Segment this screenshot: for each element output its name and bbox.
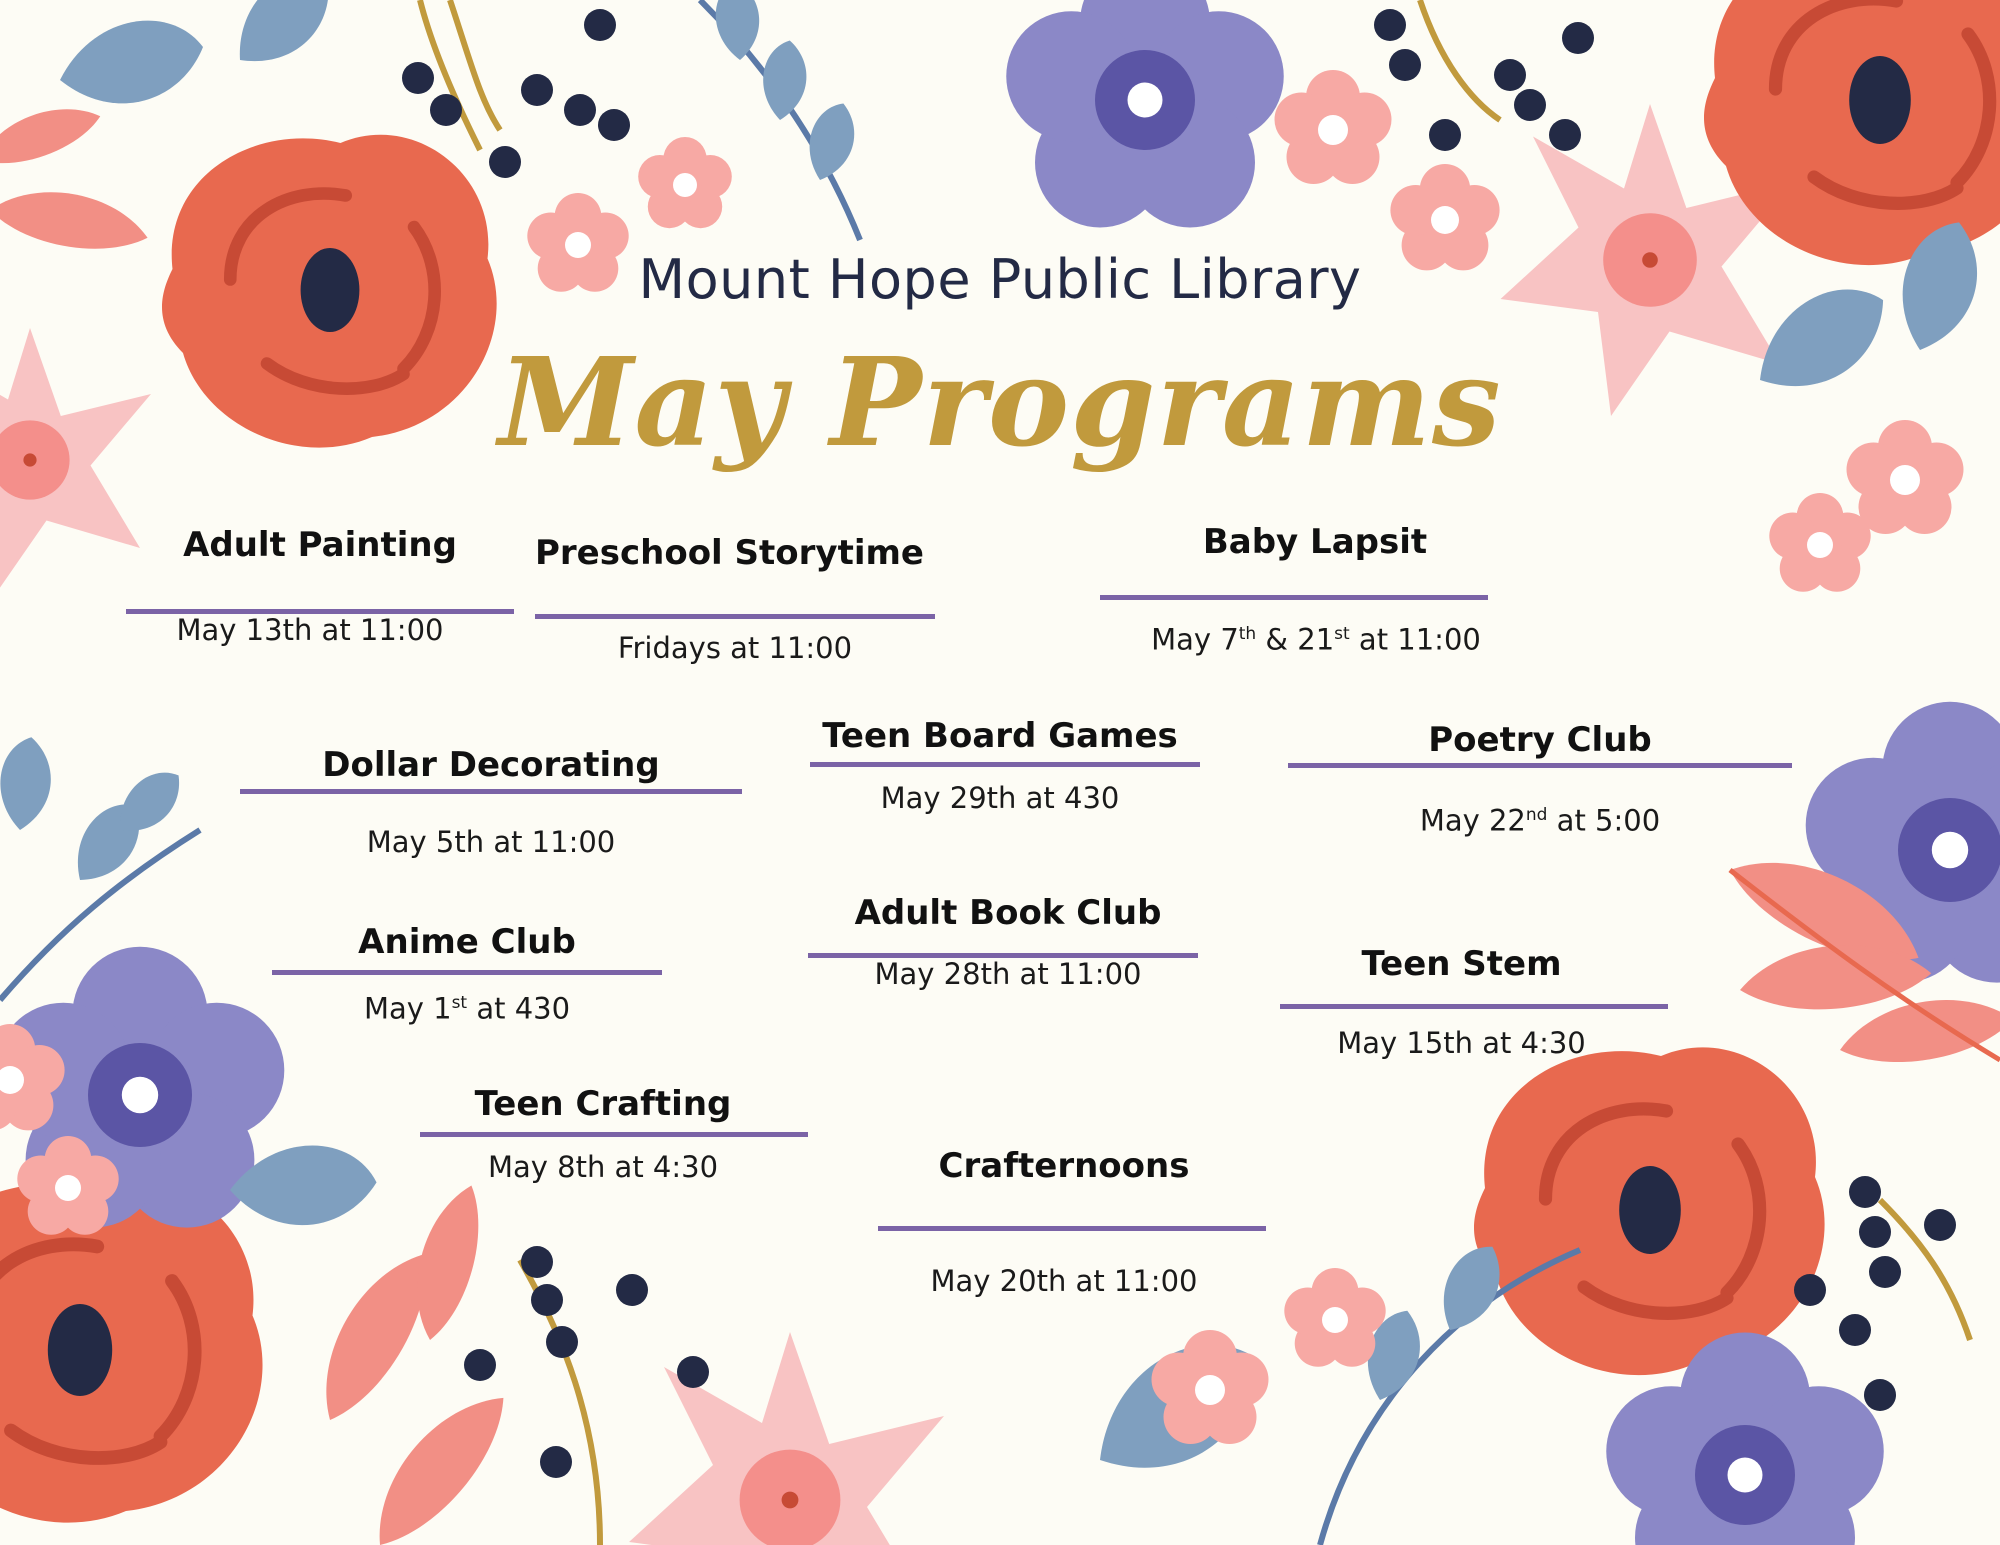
program-time: May 15th at 4:30 bbox=[1337, 1026, 1586, 1060]
program-name: Dollar Decorating bbox=[322, 745, 660, 785]
program-dollar-decorating bbox=[240, 745, 742, 859]
program-divider bbox=[420, 1132, 808, 1137]
program-time: Fridays at 11:00 bbox=[617, 631, 853, 665]
program-teen-board-games bbox=[810, 716, 1200, 815]
program-divider bbox=[240, 789, 742, 794]
program-teen-stem bbox=[1280, 944, 1668, 1060]
program-divider bbox=[1100, 595, 1488, 600]
program-adult-book-club bbox=[808, 893, 1198, 991]
program-name: Adult Painting bbox=[183, 525, 457, 565]
program-name: Teen Board Games bbox=[822, 716, 1178, 756]
program-time: May 29th at 430 bbox=[880, 781, 1120, 815]
program-divider bbox=[1288, 763, 1792, 768]
program-name: Crafternoons bbox=[938, 1146, 1190, 1186]
program-divider bbox=[810, 762, 1200, 767]
program-time: May 5th at 11:00 bbox=[366, 825, 616, 859]
program-time: May 7th & 21st at 11:00 bbox=[1151, 622, 1481, 657]
program-time: May 1st at 430 bbox=[363, 991, 571, 1026]
program-preschool-storytime bbox=[535, 533, 935, 665]
program-time: May 13th at 11:00 bbox=[176, 613, 444, 647]
program-time: May 22nd at 5:00 bbox=[1419, 803, 1661, 838]
program-poetry-club bbox=[1288, 720, 1792, 838]
program-time: May 20th at 11:00 bbox=[930, 1264, 1198, 1298]
program-name: Adult Book Club bbox=[854, 893, 1162, 933]
program-divider bbox=[535, 614, 935, 619]
program-name: Baby Lapsit bbox=[1202, 522, 1428, 562]
program-name: Teen Crafting bbox=[474, 1084, 732, 1124]
program-name: Teen Stem bbox=[1361, 944, 1562, 984]
program-time: May 28th at 11:00 bbox=[874, 957, 1142, 991]
program-name: Preschool Storytime bbox=[535, 533, 924, 573]
library-name: Mount Hope Public Library bbox=[638, 248, 1362, 311]
program-crafternoons bbox=[878, 1146, 1266, 1298]
program-name: Anime Club bbox=[358, 922, 576, 962]
page-title: May Programs bbox=[498, 330, 1502, 474]
program-divider bbox=[1280, 1004, 1668, 1009]
program-anime-club bbox=[272, 922, 662, 1026]
program-time: May 8th at 4:30 bbox=[487, 1150, 719, 1184]
program-name: Poetry Club bbox=[1428, 720, 1652, 760]
program-divider bbox=[878, 1226, 1266, 1231]
program-divider bbox=[272, 970, 662, 975]
program-adult-painting bbox=[126, 525, 514, 647]
program-teen-crafting bbox=[420, 1084, 808, 1184]
program-baby-lapsit bbox=[1100, 522, 1488, 657]
